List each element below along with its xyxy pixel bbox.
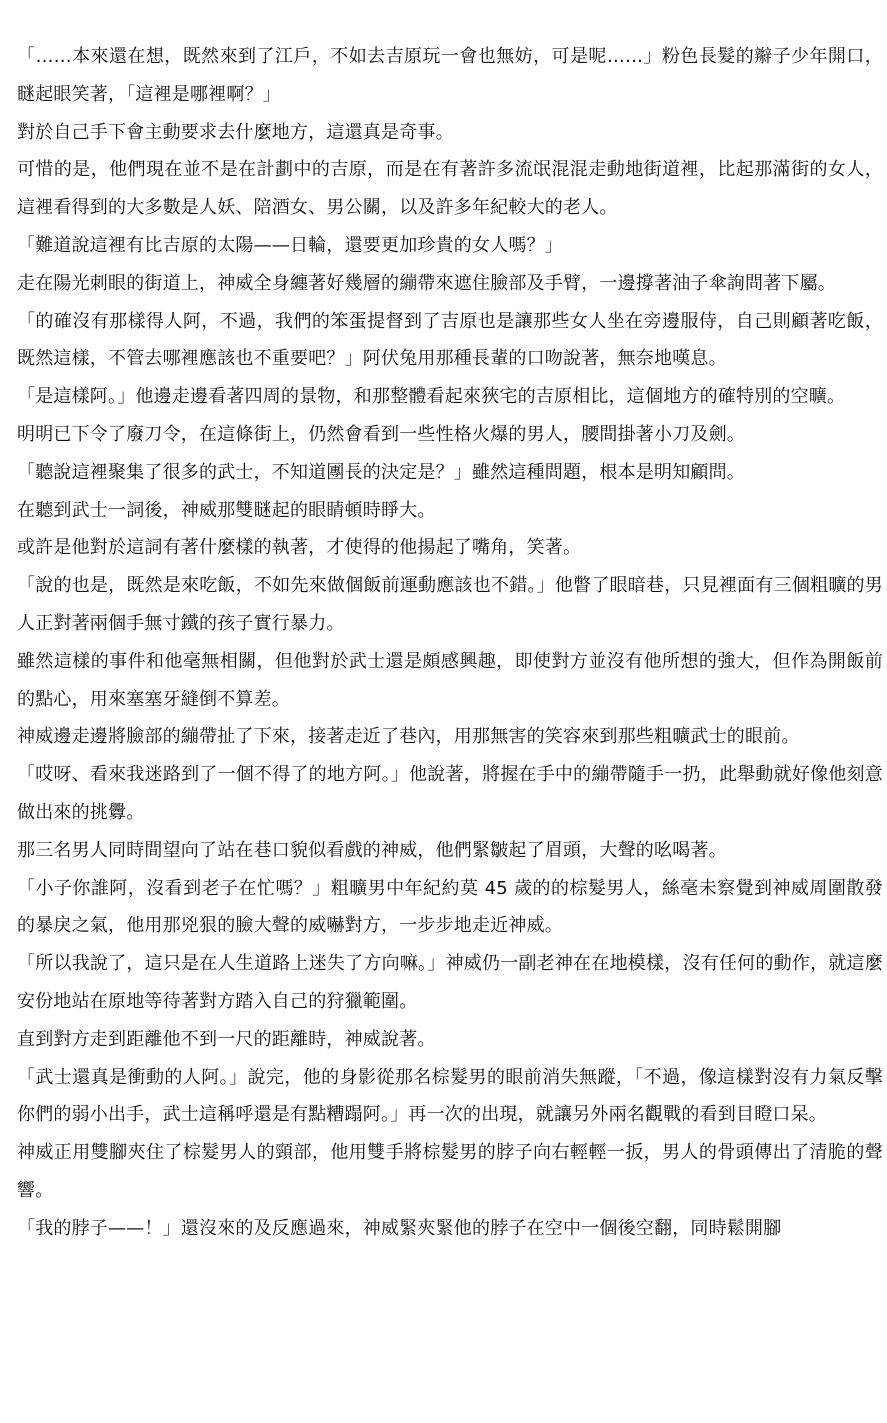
paragraph: 神威邊走邊將臉部的繃帶扯了下來，接著走近了巷內，用那無害的笑容來到那些粗曠武士的眼前。 [17, 726, 800, 748]
paragraph: 明明已下令了廢刀令，在這條街上，仍然會看到一些性格火爆的男人，腰間掛著小刀及劍。 [17, 423, 745, 445]
paragraph: 對於自己手下會主動要求去什麼地方，這還真是奇事。 [17, 121, 454, 143]
paragraph: 「……本來還在想，既然來到了江戶，不如去吉原玩一會也無妨，可是呢……」粉色長髮的辮子少年開口，瞇起眼笑著，「這裡是哪裡啊？」 [17, 46, 883, 105]
paragraph: 「所以我說了，這只是在人生道路上迷失了方向嘛。」神威仍一副老神在在地模樣，沒有任何的動作，就這麼安份地站在原地等待著對方踏入自己的狩獵範圍。 [17, 953, 883, 1012]
paragraph: 「是這樣阿。」他邊走邊看著四周的景物，和那整體看起來狹宅的吉原相比，這個地方的確特別的空曠。 [17, 386, 846, 408]
paragraph: 「的確沒有那樣得人阿，不過，我們的笨蛋提督到了吉原也是讓那些女人坐在旁邊服侍，自己則顧著吃飯，既然這樣，不管去哪裡應該也不重要吧？」阿伏兔用那種長輩的口吻說著，無奈地嘆息。 [17, 310, 883, 370]
paragraph: 「我的脖子——！」還沒來的及反應過來，神威緊夾緊他的脖子在空中一個後空翻，同時鬆開腳 [17, 1217, 782, 1239]
paragraph: 神威正用雙腳夾住了棕髮男人的頸部，他用雙手將棕髮男的脖子向右輕輕一扳，男人的骨頭傳出了清脆的聲響。 [17, 1142, 883, 1201]
paragraph: 或許是他對於這詞有著什麼樣的執著，才使得的他揚起了嘴角，笑著。 [17, 537, 582, 559]
paragraph: 「難道說這裡有比吉原的太陽——日輪，還要更加珍貴的女人嗎？」 [17, 234, 563, 256]
paragraph: 「小子你誰阿，沒看到老子在忙嗎？」粗曠男中年紀約莫 45 歲的的棕髮男人，絲毫未察覺到神威周圍散發的暴戾之氣，他用那兇狠的臉大聲的威嚇對方，一步步地走近神威。 [17, 877, 883, 937]
document-body [17, 38, 883, 1248]
paragraph: 「說的也是，既然是來吃飯，不如先來做個飯前運動應該也不錯。」他瞥了眼暗巷，只見裡面有三個粗曠的男人正對著兩個手無寸鐵的孩子實行暴力。 [17, 575, 883, 634]
paragraph: 「哎呀、看來我迷路到了一個不得了的地方阿。」他說著，將握在手中的繃帶隨手一扔，此舉動就好像他刻意做出來的挑釁。 [17, 764, 883, 823]
paragraph: 可惜的是，他們現在並不是在計劃中的吉原，而是在有著許多流氓混混走動地街道裡，比起那滿街的女人，這裡看得到的大多數是人妖、陪酒女、男公關，以及許多年紀較大的老人。 [17, 159, 883, 219]
paragraph: 雖然這樣的事件和他毫無相關，但他對於武士還是頗感興趣，即使對方並沒有他所想的強大，但作為開飯前的點心，用來塞塞牙縫倒不算差。 [17, 650, 883, 710]
paragraph: 走在陽光刺眼的街道上，神威全身纏著好幾層的繃帶來遮住臉部及手臂，一邊撐著油子傘詢問著下屬。 [17, 272, 836, 294]
paragraph: 在聽到武士一詞後，神威那雙瞇起的眼睛頓時睜大。 [17, 499, 436, 521]
paragraph: 直到對方走到距離他不到一尺的距離時，神威說著。 [17, 1028, 436, 1050]
paragraph: 「武士還真是衝動的人阿。」說完，他的身影從那名棕髮男的眼前消失無蹤，「不過，像這樣對沒有力氣反擊你們的弱小出手，武士這稱呼還是有點糟蹋阿。」再一次的出現，就讓另外兩名觀戰的看到目瞪口呆。 [17, 1066, 883, 1126]
paragraph: 那三名男人同時間望向了站在巷口貌似看戲的神威，他們緊皺起了眉頭，大聲的吆喝著。 [17, 839, 727, 861]
paragraph: 「聽說這裡聚集了很多的武士，不知道團長的決定是？」雖然這種問題，根本是明知顧問。 [17, 461, 745, 483]
